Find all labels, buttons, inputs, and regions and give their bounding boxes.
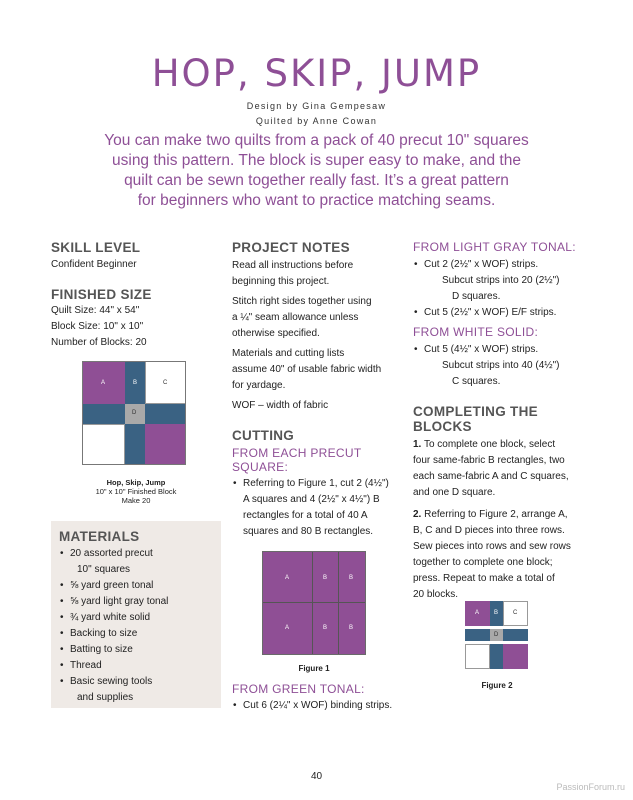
figure-2-piece-b xyxy=(503,629,528,641)
block-piece-a: A xyxy=(83,362,125,404)
precut-heading: FROM EACH PRECUT xyxy=(232,446,362,460)
light-gray-heading: FROM LIGHT GRAY TONAL: xyxy=(413,240,576,254)
block-caption: Hop, Skip, Jump 10" x 10" Finished Block Make 20 xyxy=(95,478,177,505)
list-item: and supplies xyxy=(77,692,134,703)
skill-value: Confident Beginner xyxy=(51,259,137,270)
project-notes-para: Read all instructions before beginning this project. xyxy=(232,260,354,287)
figure-1-piece-b: B xyxy=(313,552,339,603)
list-item: • ⅝ yard light gray tonal xyxy=(59,594,213,610)
list-item: • Batting to size xyxy=(59,642,213,658)
figure-1-piece-b: B xyxy=(339,552,365,603)
figure-2-piece-b xyxy=(490,644,503,669)
watermark: PassionForum.ru xyxy=(556,782,625,792)
project-notes-para: Stitch right sides together using a ¼" seam allowance unless otherwise specified. xyxy=(232,296,372,339)
list-item: • Cut 5 (4½" x WOF) strips. Subcut strips into 40 (4½") C squares. xyxy=(413,342,588,390)
list-item: • Cut 5 (2½" x WOF) E/F strips. xyxy=(413,305,588,321)
hop-skip-jump-block xyxy=(82,361,186,465)
list-item: • ¾ yard white solid xyxy=(59,610,213,626)
step-1: 1. To complete one block, select four same-fabric B rectangles, two each same-fabric A and C squares, and one D square. xyxy=(413,439,569,498)
list-item: • Thread xyxy=(59,658,213,674)
green-tonal-section xyxy=(232,682,407,714)
page-title: HOP, SKIP, JUMP xyxy=(151,52,482,95)
figure-2-piece-c xyxy=(465,644,490,669)
finished-heading: FINISHED SIZE xyxy=(51,287,152,302)
completing-heading: COMPLETING THE BLOCKS xyxy=(413,404,538,434)
project-notes-para: Materials and cutting lists assume 40" of usable fabric width for yardage. xyxy=(232,348,382,391)
column-middle: PROJECT NOTES Read all instructions before beginning this project. Stitch right sides together using a ¼" seam allowance unless otherwise specified. Materials and cutting lists assume 40" of usable fabric width for yardage. WOF – width of fabric CUTTING FROM EACH PRECUT SQUARE: • Referring to Figure 1, cut 2 (4½") A squares and 4 (2½" x 4½") B rectangles for a total of 40 A squares and 80 B rectangles. xyxy=(232,240,404,540)
step-2: 2. Referring to Figure 2, arrange A, B, C and D pieces into three rows. Sew pieces into rows and sew rows together to complete one block; press. Repeat to make a total of 20 blocks. xyxy=(413,509,571,600)
figure-1-precut-square xyxy=(262,551,366,655)
block-piece-b: B xyxy=(125,362,145,404)
block-piece-b xyxy=(125,424,145,464)
list-item: 10" squares xyxy=(77,564,131,575)
project-notes-para: WOF – width of fabric xyxy=(232,400,329,411)
figure-1-piece-b: B xyxy=(313,603,339,654)
designer-credit: Design by Gina Gempesaw xyxy=(246,101,387,111)
list-item: • Cut 6 (2¼" x WOF) binding strips. xyxy=(232,698,407,714)
quilter-credit: Quilted by Anne Cowan xyxy=(255,116,378,126)
precut-list xyxy=(232,476,404,540)
figure-2-label: Figure 2 xyxy=(481,681,513,690)
figure-2-rows xyxy=(465,601,529,669)
block-piece-b xyxy=(145,404,185,424)
list-item: • Cut 2 (2½" x WOF) strips. Subcut strips into 20 (2½") D squares. xyxy=(413,257,588,305)
figure-2-piece-c: C xyxy=(503,601,528,626)
skill-heading: SKILL LEVEL xyxy=(51,240,141,255)
figure-1-label: Figure 1 xyxy=(298,664,330,673)
materials-list xyxy=(59,546,213,706)
list-item: • Referring to Figure 1, cut 2 (4½") A squares and 4 (2½" x 4½") B rectangles for a total of 40 A squares and 80 B rectangles. xyxy=(232,476,404,540)
figure-2-piece-b: B xyxy=(490,601,503,626)
project-notes-heading: PROJECT NOTES xyxy=(232,240,350,255)
cutting-heading: CUTTING xyxy=(232,428,295,443)
figure-1-piece-b: B xyxy=(349,625,354,631)
white-solid-heading: FROM WHITE SOLID: xyxy=(413,325,539,339)
column-left: SKILL LEVEL Confident Beginner FINISHED SIZE Quilt Size: 44" x 54" Block Size: 10" x 10" Number of Blocks: 20 xyxy=(51,240,221,351)
block-piece-c xyxy=(83,424,125,464)
green-heading: FROM GREEN TONAL: xyxy=(232,682,365,696)
block-piece-a xyxy=(145,424,185,464)
page-number: 40 xyxy=(310,771,323,782)
block-piece-d: D xyxy=(125,404,145,424)
figure-1-piece-a: A xyxy=(263,552,313,603)
figure-2-piece-a: A xyxy=(465,601,490,626)
materials-box xyxy=(51,521,221,708)
list-item: • 20 assorted precut xyxy=(59,546,213,562)
materials-heading: MATERIALS xyxy=(59,529,140,544)
list-item: • ⅝ yard green tonal xyxy=(59,578,213,594)
figure-1-piece-a: A xyxy=(263,603,313,654)
column-right xyxy=(413,240,588,603)
figure-2-piece-b xyxy=(465,629,490,641)
figure-2-piece-a xyxy=(503,644,528,669)
list-item: • Basic sewing tools xyxy=(59,674,213,690)
intro-text: You can make two quilts from a pack of 40 precut 10" squares using this pattern. The block is super easy to make, and the quilt can be sewn together really fast. It’s a great pattern for beginners who want to practice matching seams. xyxy=(104,132,529,209)
figure-2-piece-d: D xyxy=(490,629,503,641)
block-piece-c: C xyxy=(145,362,185,404)
block-piece-b xyxy=(83,404,125,424)
list-item: • Backing to size xyxy=(59,626,213,642)
